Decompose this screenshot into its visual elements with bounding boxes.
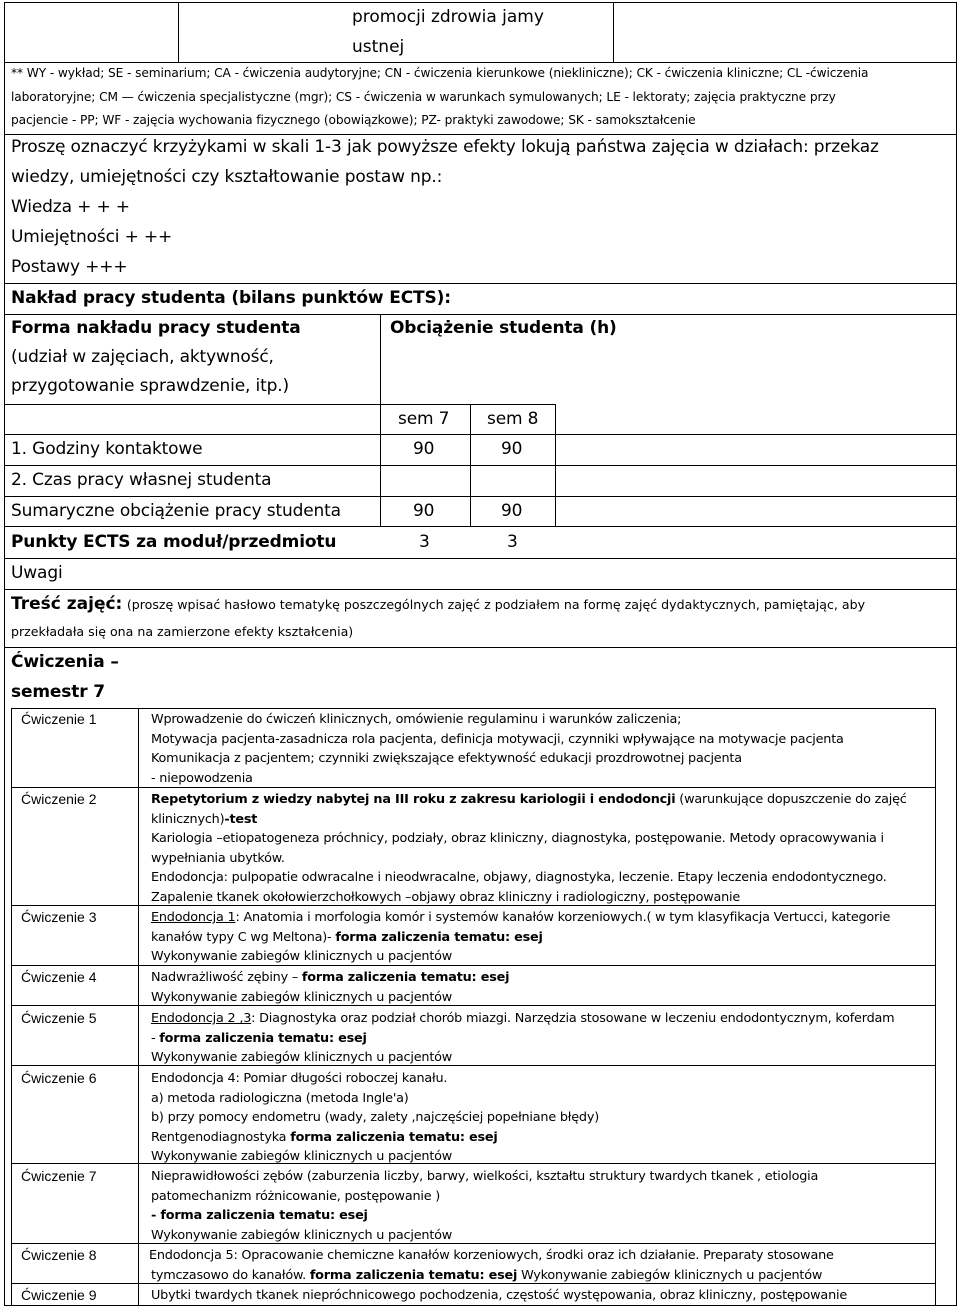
exercise-line: patomechanizm różnicowanie, postępowanie ) — [151, 1188, 441, 1204]
exercise-line: Kariologia –etiopatogeneza próchnicy, podziały, obraz kliniczny, diagnostyka, postępowanie. Metody opracowywania i — [151, 831, 884, 846]
row-ects-sem7: 3 — [419, 532, 430, 552]
exercises-table-right — [935, 708, 936, 1306]
exercise-label: Ćwiczenie 8 — [21, 1247, 97, 1263]
exercise-2-content — [151, 790, 907, 907]
exercise-text: (warunkujące dopuszczenie do zajęć — [675, 792, 907, 807]
exercise-text: Wykonywanie zabiegów klinicznych u pacjentów — [517, 1267, 823, 1283]
row-contact-hours-sem8: 90 — [501, 439, 523, 459]
exercise-line — [151, 810, 907, 830]
exercise-label: Ćwiczenie 3 — [21, 909, 97, 925]
exercise-8-content — [149, 1246, 834, 1285]
exercise-label: Ćwiczenie 9 — [21, 1287, 97, 1303]
exercise-line — [151, 968, 509, 988]
exercise-label: Ćwiczenie 4 — [21, 969, 97, 985]
load-column-header: Obciążenie studenta (h) — [390, 318, 617, 338]
assessment-form: forma zaliczenia tematu: esej — [301, 970, 510, 985]
exercise-label: Ćwiczenie 6 — [21, 1070, 97, 1086]
exercise-9-content — [151, 1286, 847, 1306]
exercise-line: wypełniania ubytków. — [151, 850, 285, 866]
exercise-line: Endodoncja: pulpopatie odwracalne i nieodwracalne, objawy, diagnostyka, leczenie. Etapy leczenia endodontycznego. — [151, 870, 887, 885]
exercise-line: Endodoncja 5: Opracowanie chemiczne kanałów korzeniowych, środki oraz ich działanie. Preparaty stosowane — [149, 1248, 834, 1263]
topic-title: Endodoncja 1 — [151, 910, 236, 925]
exercise-label: Ćwiczenie 2 — [21, 791, 97, 807]
exercise-line: a) metoda radiologiczna (metoda Ingle'a) — [151, 1090, 409, 1106]
row-ects-label: Punkty ECTS za moduł/przedmiotu — [11, 532, 337, 552]
top-cell-line: ustnej — [352, 37, 405, 57]
exercise-line — [151, 790, 907, 810]
exercise-line: Wykonywanie zabiegów klinicznych u pacjentów — [151, 949, 453, 964]
assessment-form: forma zaliczenia tematu: esej — [309, 1267, 518, 1283]
top-cell-border-right — [613, 2, 614, 62]
exercise-line: Zapalenie tkanek okołowierzchołkowych –objawy obraz kliniczny i radiologiczny, postępowanie — [151, 889, 741, 905]
exercise-text: Rentgenodiagnostyka — [151, 1129, 291, 1145]
exercise-5-content — [151, 1009, 894, 1068]
exercise-4-content — [151, 968, 509, 1007]
row-remarks-label: Uwagi — [11, 563, 63, 583]
scale-wiedza: Wiedza + + + — [11, 197, 130, 217]
top-cell-border-left — [178, 2, 179, 62]
exercise-line — [151, 908, 890, 928]
row-total-load-sem8: 90 — [501, 501, 523, 521]
form-column-subheader: (udział w zajęciach, aktywność, — [11, 347, 274, 367]
exercise-line: Wykonywanie zabiegów klinicznych u pacjentów — [151, 989, 453, 1005]
course-content-title: Treść zajęć: — [11, 594, 123, 614]
exercise-line: Nieprawidłowości zębów (zaburzenia liczby, barwy, wielkości, kształtu struktury twardych tkanek , etiologia — [151, 1169, 819, 1184]
form-column-subheader: przygotowanie sprawdzenie, itp.) — [11, 376, 290, 396]
scale-umiejetnosci: Umiejętności + ++ — [11, 227, 173, 247]
exercise-line — [151, 1128, 599, 1148]
workload-table-bottom — [4, 589, 957, 590]
exercise-label: Ćwiczenie 5 — [21, 1010, 97, 1026]
row-own-work-label: 2. Czas pracy własnej studenta — [11, 470, 272, 490]
sem-8-header: sem 8 — [487, 409, 539, 429]
exercise-text: : Anatomia i morfologia komór i systemów kanałów korzeniowych.( w tym klasyfikacja Vertucci, kategorie — [235, 910, 891, 925]
workload-row-border — [4, 558, 957, 559]
course-content-instruction: przekładała się ona na zamierzone efekty kształcenia) — [11, 624, 354, 639]
exercise-line: Ubytki twardych tkanek niepróchnicowego pochodzenia, częstość występowania, obraz kliniczny, postępowanie — [151, 1288, 848, 1303]
legend-line: laboratoryjne; CM — ćwiczenia specjalistyczne (mgr); CS - ćwiczenia w warunkach symulowanych; LE - lektoraty; zajęcia praktyczne przy — [11, 89, 836, 104]
workload-col-divider — [380, 314, 381, 526]
workload-title: Nakład pracy studenta (bilans punktów ECTS): — [11, 288, 451, 308]
legend-line: ** WY - wykład; SE - seminarium; CA - ćwiczenia audytoryjne; CN - ćwiczenia kierunkowe (niekliniczne); CK - ćwiczenia kliniczne; CL -ćwiczenia — [11, 66, 869, 80]
assessment-form: forma zaliczenia tematu: esej — [159, 1030, 367, 1046]
exercise-text: kanałów typy C wg Meltona)- — [151, 929, 336, 945]
exercise-line — [151, 1009, 894, 1029]
repetytorium-title: Repetytorium z wiedzy nabytej na III roku z zakresu kariologii i endodoncji — [151, 792, 676, 807]
exercise-line: Wprowadzenie do ćwiczeń klinicznych, omówienie regulaminu i warunków zaliczenia; — [151, 712, 682, 727]
exercise-7-content — [151, 1167, 818, 1245]
test-label: -test — [224, 811, 258, 827]
row-contact-hours-label: 1. Godziny kontaktowe — [11, 439, 203, 459]
exercise-text: tymczasowo do kanałów. — [151, 1267, 310, 1283]
exercise-label: Ćwiczenie 7 — [21, 1168, 97, 1184]
assessment-form: - forma zaliczenia tematu: esej — [151, 1208, 368, 1223]
course-content-instruction: (proszę wpisać hasłowo tematykę poszczególnych zajęć z podziałem na formę zajęć dydaktycznych, pamiętając, aby — [126, 597, 866, 612]
exercise-1-content — [151, 710, 844, 788]
assessment-form: forma zaliczenia tematu: esej — [290, 1129, 498, 1145]
instructions-line-1: Proszę oznaczyć krzyżykami w skali 1-3 jak powyższe efekty lokują państwa zajęcia w działach: przekaz — [11, 137, 879, 157]
top-cell-line: promocji zdrowia jamy — [352, 7, 544, 27]
exercise-text: klinicznych) — [151, 811, 225, 827]
row-contact-hours-sem7: 90 — [413, 439, 435, 459]
exercise-line: Motywacja pacjenta-zasadnicza rola pacjenta, definicja motywacji, czynniki wpływające na motywacje pacjenta — [151, 731, 844, 747]
form-legend — [11, 62, 868, 133]
top-cell-text — [352, 2, 544, 62]
exercise-row-border — [11, 708, 935, 709]
exercise-text: : Diagnostyka oraz podział chorób miazgi. Narzędzia stosowane w leczeniu endodontycznym, koferdam — [251, 1011, 895, 1026]
scale-postawy: Postawy +++ — [11, 257, 128, 277]
assessment-form: forma zaliczenia tematu: esej — [335, 929, 543, 945]
exercises-table-left — [11, 708, 12, 1306]
legend-line: pacjencie - PP; WF - zajęcia wychowania fizycznego (obowiązkowe); PZ- praktyki zawodowe; SK - samokształcenie — [11, 113, 696, 127]
exercise-6-content — [151, 1069, 599, 1167]
sem-7-header: sem 7 — [398, 409, 450, 429]
workload-row-border — [4, 526, 957, 527]
exercises-section-title: Ćwiczenia – — [11, 652, 119, 672]
form-column-header: Forma nakładu pracy studenta — [11, 318, 301, 338]
workload-row-border — [4, 404, 555, 405]
exercise-line — [149, 1266, 834, 1286]
exercise-label: Ćwiczenie 1 — [21, 711, 97, 727]
exercise-line: Wykonywanie zabiegów klinicznych u pacjentów — [151, 1149, 453, 1164]
exercise-text: Nadwrażliwość zębiny – — [151, 970, 302, 985]
exercises-semester: semestr 7 — [11, 682, 105, 702]
course-content-border — [4, 647, 957, 648]
exercise-line: Wykonywanie zabiegów klinicznych u pacjentów — [151, 1227, 453, 1243]
instructions-line-2: wiedzy, umiejętności czy kształtowanie postaw np.: — [11, 167, 443, 187]
exercise-line: Komunikacja z pacjentem; czynniki zwiększające efektywność edukacji prozdrowotnej pacjenta — [151, 751, 742, 766]
exercise-line: Endodoncja 4: Pomiar długości roboczej kanału. — [151, 1071, 448, 1086]
row-total-load-sem7: 90 — [413, 501, 435, 521]
row-total-load-label: Sumaryczne obciążenie pracy studenta — [11, 501, 341, 521]
exercises-table-divider — [138, 708, 139, 1306]
exercise-line — [151, 928, 890, 948]
exercise-line: Wykonywanie zabiegów klinicznych u pacjentów — [151, 1050, 453, 1065]
exercise-3-content — [151, 908, 890, 967]
row-ects-sem8: 3 — [507, 532, 518, 552]
course-content-header — [11, 591, 951, 645]
exercise-text: - — [151, 1030, 160, 1046]
exercise-line — [151, 1029, 894, 1049]
topic-title: Endodoncja 2 ,3 — [151, 1011, 252, 1026]
exercise-line: b) przy pomocy endometru (wady, zalety ,najczęściej popełniane błędy) — [151, 1110, 599, 1125]
exercise-line: - niepowodzenia — [151, 770, 253, 786]
